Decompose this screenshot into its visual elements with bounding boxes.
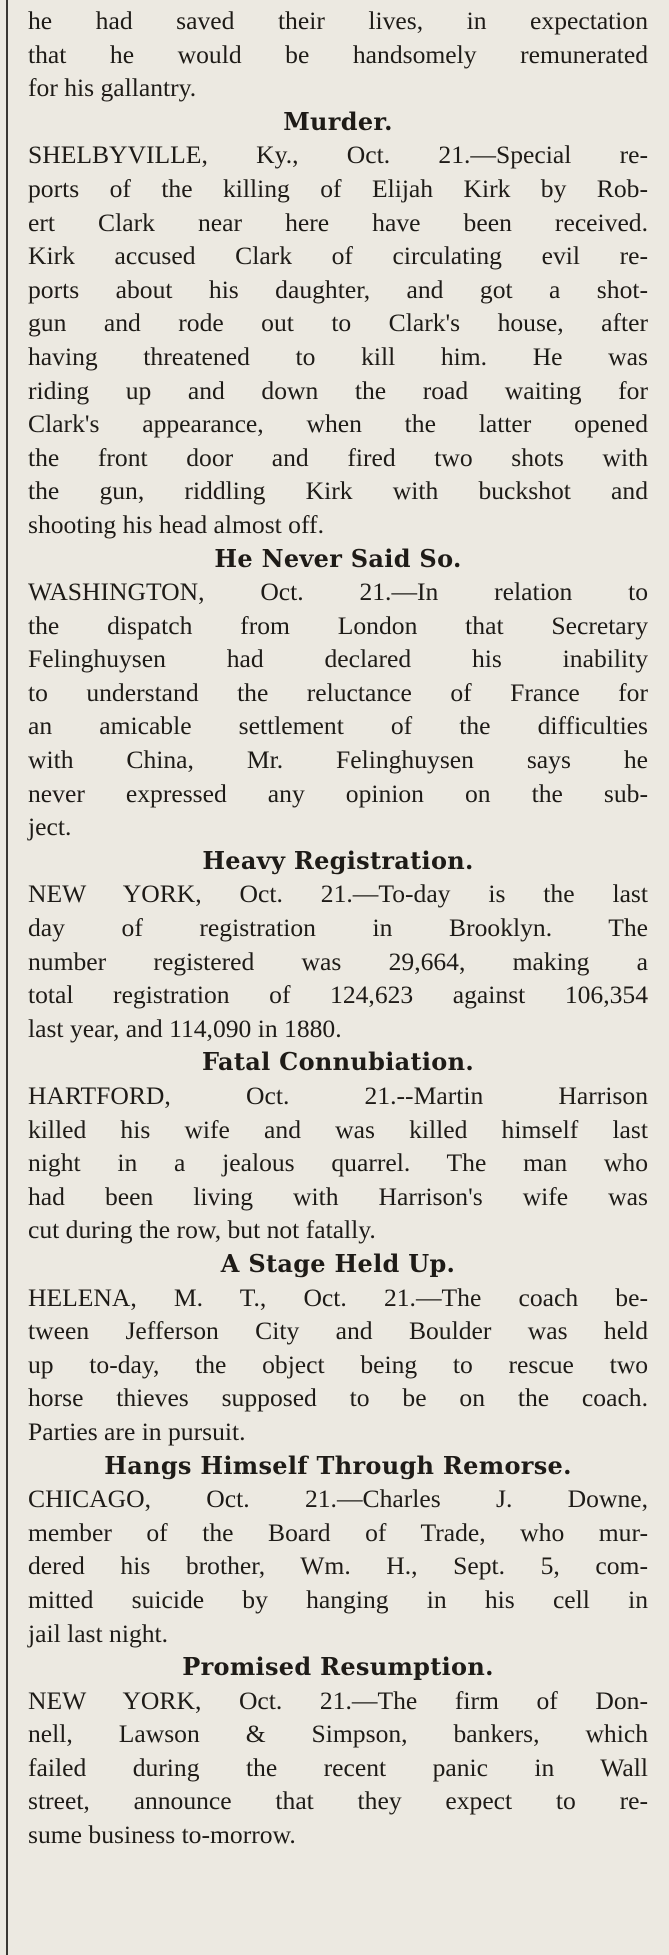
column-rule (6, 0, 8, 1955)
article-headline: A Stage Held Up. (220, 1248, 456, 1278)
article-text-line: Clark's appearance, when the latter opened (28, 409, 648, 439)
article-text-line: with China, Mr. Felinghuysen says he (28, 745, 648, 775)
article-text-line: HARTFORD, Oct. 21.--Martin Harrison (28, 1081, 648, 1110)
article-headline: Heavy Registration. (202, 845, 474, 875)
article-text-line: that he would be handsomely remunerated (28, 39, 648, 69)
article-text-line: an amicable settlement of the difficulties (28, 711, 648, 741)
article-text-line: jail last night. (28, 1618, 169, 1648)
article-text-line: having threatened to kill him. He was (28, 341, 648, 371)
article-text-line: NEW YORK, Oct. 21.—The firm of Don- (28, 1685, 648, 1715)
article-text-line: riding up and down the road waiting for (28, 375, 648, 405)
article (28, 1449, 648, 1651)
article-text-line: sume business to-morrow. (28, 1820, 296, 1850)
article-text-line: CHICAGO, Oct. 21.—Charles J. Downe, (28, 1484, 648, 1514)
article-text-line: had been living with Harrison's wife was (28, 1181, 648, 1211)
article (28, 542, 648, 844)
article (28, 105, 648, 542)
article-text-line: night in a jealous quarrel. The man who (28, 1148, 648, 1178)
article-text-line: killed his wife and was killed himself last (28, 1114, 648, 1144)
article-text-line: the gun, riddling Kirk with buckshot and (28, 476, 648, 506)
article-text-line: dered his brother, Wm. H., Sept. 5, com- (28, 1551, 648, 1581)
article-text-line: ports about his daughter, and got a shot- (28, 274, 648, 304)
article-text-line: NEW YORK, Oct. 21.—To-day is the last (28, 879, 648, 909)
article-text-line: Felinghuysen had declared his inability (28, 644, 648, 674)
article-text-line: Parties are in pursuit. (28, 1416, 246, 1446)
article-text-line: Kirk accused Clark of circulating evil re- (28, 241, 648, 271)
article-text-line: tween Jefferson City and Boulder was held (28, 1316, 648, 1346)
article-text-line: the front door and fired two shots with (28, 442, 648, 472)
article-text-line: mitted suicide by hanging in his cell in (28, 1584, 648, 1614)
article-text-line: to understand the reluctance of France for (28, 677, 648, 707)
article-text-line: for his gallantry. (28, 73, 197, 103)
article-text-line: up to-day, the object being to rescue two (28, 1349, 648, 1379)
article-text-line: ports of the killing of Elijah Kirk by Rob- (28, 173, 648, 203)
article-text-line: horse thieves supposed to be on the coach. (28, 1383, 648, 1413)
article-text-line: failed during the recent panic in Wall (28, 1752, 648, 1782)
article-headline: Fatal Connubiation. (201, 1047, 474, 1077)
article (28, 4, 648, 105)
news-column (28, 4, 648, 1852)
article (28, 1045, 648, 1247)
article-text-line: total registration of 124,623 against 106,354 (28, 980, 648, 1010)
article (28, 844, 648, 1046)
article (28, 1650, 648, 1852)
article-text-line: member of the Board of Trade, who mur- (28, 1517, 648, 1547)
article-text-line: street, announce that they expect to re- (28, 1786, 648, 1816)
article-text-line: SHELBYVILLE, Ky., Oct. 21.—Special re- (28, 140, 648, 170)
article-text-line: he had saved their lives, in expectation (28, 6, 648, 35)
article-headline: Promised Resumption. (182, 1652, 494, 1682)
article-text-line: never expressed any opinion on the sub- (28, 778, 648, 808)
article-headline: Hangs Himself Through Remorse. (104, 1450, 572, 1480)
article (28, 1247, 648, 1449)
article-text-line: WASHINGTON, Oct. 21.—In relation to (28, 577, 648, 607)
article-text-line: the dispatch from London that Secretary (28, 610, 648, 640)
article-text-line: last year, and 114,090 in 1880. (28, 1013, 342, 1043)
article-text-line: cut during the row, but not fatally. (28, 1215, 376, 1245)
article-text-line: nell, Lawson & Simpson, bankers, which (28, 1719, 648, 1749)
article-text-line: shooting his head almost off. (28, 509, 324, 539)
article-text-line: day of registration in Brooklyn. The (28, 913, 648, 943)
article-text-line: number registered was 29,664, making a (28, 946, 648, 976)
article-headline: Murder. (283, 106, 393, 136)
article-text-line: gun and rode out to Clark's house, after (28, 308, 648, 338)
article-text-line: ject. (28, 812, 72, 842)
article-headline: He Never Said So. (214, 543, 462, 573)
article-text-line: ert Clark near here have been received. (28, 207, 648, 237)
article-text-line: HELENA, M. T., Oct. 21.—The coach be- (28, 1282, 648, 1312)
